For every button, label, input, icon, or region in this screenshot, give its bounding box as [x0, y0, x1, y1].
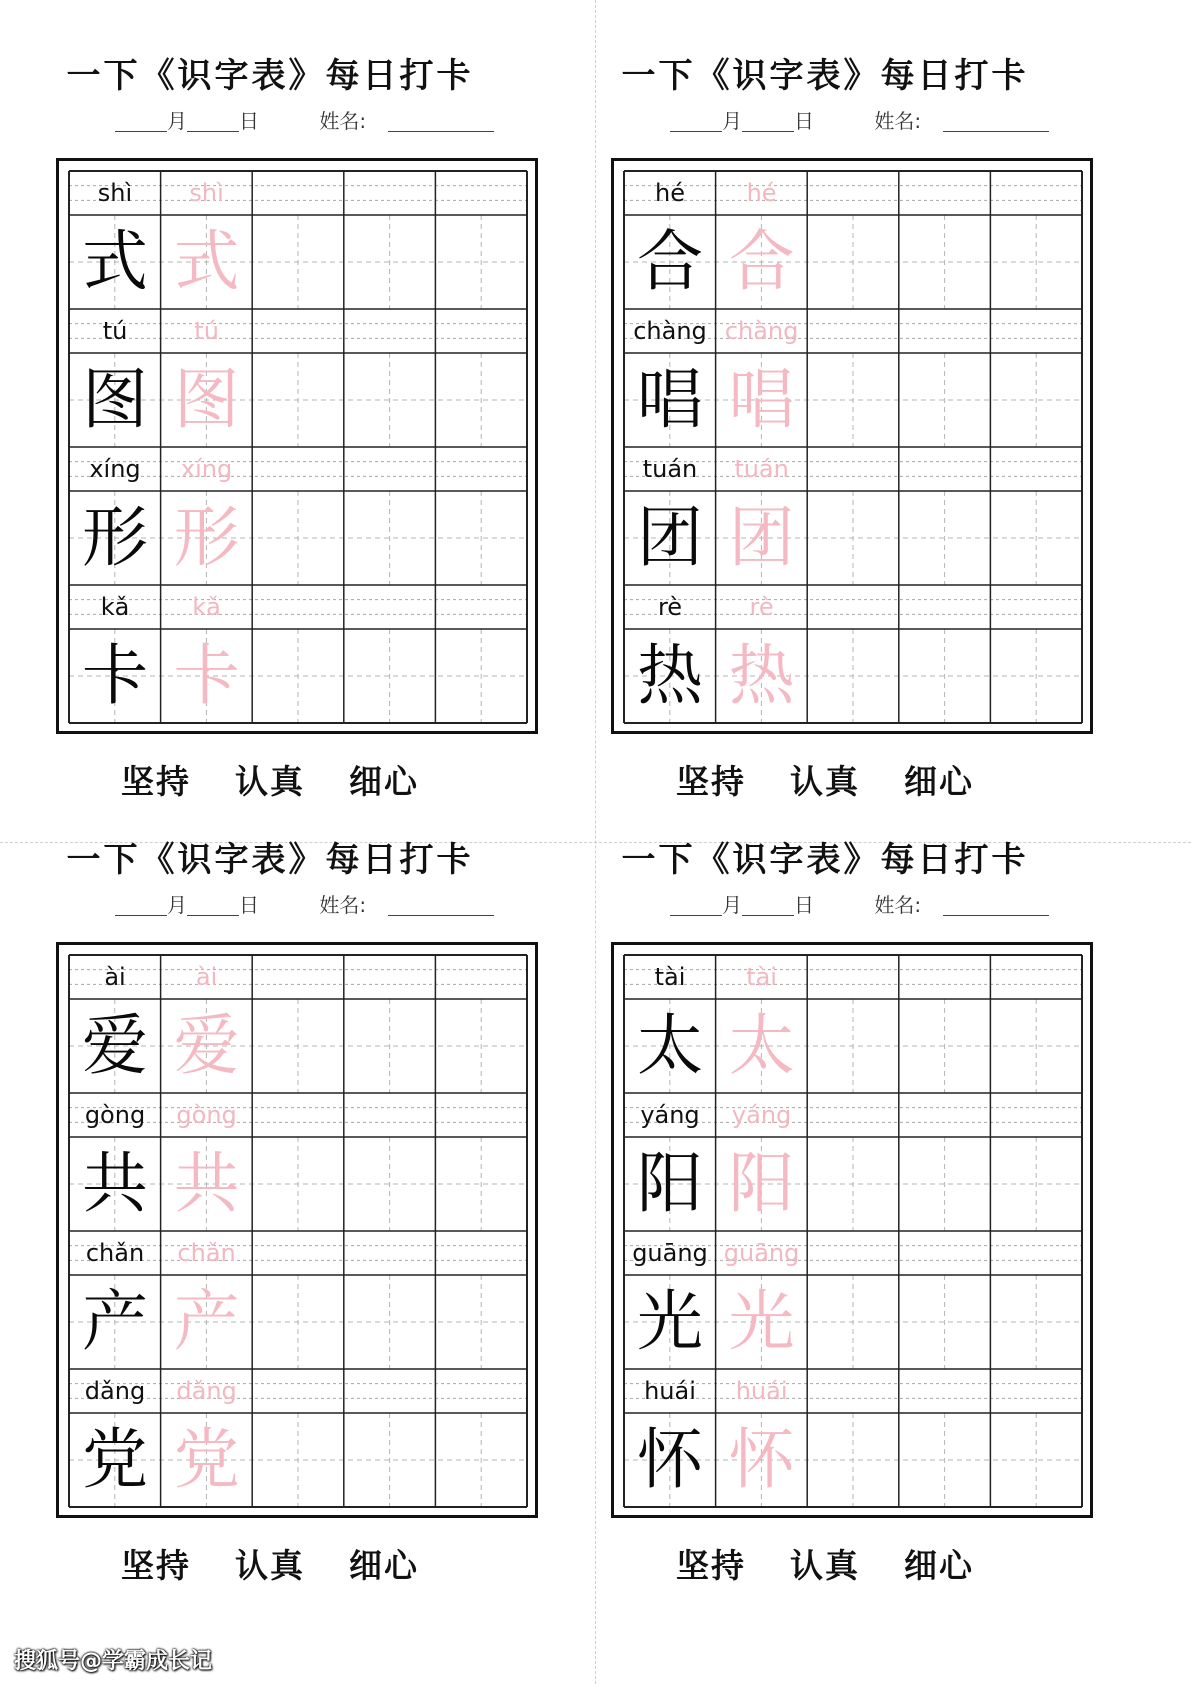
- day-blank[interactable]: [742, 109, 794, 132]
- date-name-line: [115, 892, 545, 922]
- name-label: 姓名:: [874, 109, 922, 133]
- pinyin-model: ài: [104, 963, 126, 991]
- character-model: 阳: [637, 1145, 703, 1222]
- character-model: 怀: [637, 1421, 703, 1498]
- pinyin-model: guāng: [632, 1239, 708, 1267]
- month-label: 月: [167, 109, 187, 133]
- pinyin-trace: ài: [195, 963, 218, 991]
- writing-grid-frame: [611, 158, 1093, 734]
- character-model: 团: [637, 499, 703, 576]
- character-model: 光: [637, 1283, 703, 1360]
- pinyin-trace: dǎng: [176, 1377, 237, 1405]
- pinyin-model: xíng: [89, 455, 141, 483]
- writing-grid: [69, 171, 527, 723]
- character-trace: 团: [728, 499, 795, 576]
- month-blank[interactable]: [670, 109, 722, 132]
- pinyin-trace: tài: [746, 963, 777, 991]
- character-model: 图: [82, 361, 148, 438]
- date-name-line: [670, 892, 1100, 922]
- motto-line: [555, 1540, 1095, 1587]
- character-model: 形: [82, 499, 148, 576]
- date-name-line: [115, 108, 545, 138]
- practice-card: [0, 0, 595, 842]
- character-trace: 共: [173, 1145, 240, 1222]
- character-trace: 爱: [173, 1007, 240, 1084]
- motto-persist: 坚持: [676, 762, 746, 801]
- pinyin-model: hé: [655, 179, 685, 207]
- practice-card: [555, 0, 1150, 842]
- motto-careful: 认真: [235, 762, 305, 801]
- character-trace: 合: [728, 223, 795, 300]
- watermark: 搜狐号@学霸成长记: [14, 1649, 213, 1674]
- character-trace: 式: [173, 223, 240, 300]
- pinyin-trace: xíng: [180, 455, 233, 483]
- name-label: 姓名:: [319, 893, 367, 917]
- day-label: 日: [239, 109, 259, 133]
- motto-persist: 坚持: [121, 762, 191, 801]
- motto-attentive: 细心: [349, 762, 419, 801]
- pinyin-model: chǎn: [85, 1239, 145, 1267]
- practice-card: [555, 784, 1150, 1626]
- pinyin-model: yáng: [640, 1101, 700, 1129]
- character-model: 卡: [82, 637, 148, 714]
- writing-grid: [69, 955, 527, 1507]
- pinyin-trace: guāng: [723, 1239, 800, 1267]
- pinyin-trace: rè: [749, 593, 774, 621]
- character-trace: 热: [728, 637, 795, 714]
- day-blank[interactable]: [187, 109, 239, 132]
- motto-careful: 认真: [235, 1546, 305, 1585]
- card-title: 一下《识字表》每日打卡: [66, 840, 474, 880]
- character-trace: 产: [173, 1283, 240, 1360]
- pinyin-model: huái: [644, 1377, 696, 1405]
- character-model: 产: [82, 1283, 148, 1360]
- motto-attentive: 细心: [904, 762, 974, 801]
- name-blank[interactable]: [388, 109, 494, 132]
- month-label: 月: [722, 109, 742, 133]
- practice-card: [0, 784, 595, 1626]
- character-model: 热: [637, 637, 703, 714]
- pinyin-trace: chàng: [724, 317, 799, 345]
- day-label: 日: [239, 893, 259, 917]
- pinyin-model: kǎ: [100, 593, 130, 621]
- day-blank[interactable]: [187, 893, 239, 916]
- pinyin-trace: yáng: [731, 1101, 792, 1129]
- motto-careful: 认真: [790, 1546, 860, 1585]
- pinyin-model: chàng: [633, 317, 707, 345]
- pinyin-model: gòng: [84, 1101, 146, 1129]
- character-trace: 图: [173, 361, 240, 438]
- character-model: 唱: [637, 361, 703, 438]
- pinyin-model: tài: [654, 963, 686, 991]
- character-model: 合: [637, 223, 703, 300]
- pinyin-trace: chǎn: [177, 1239, 236, 1267]
- character-trace: 党: [173, 1421, 240, 1498]
- character-trace: 光: [728, 1283, 795, 1360]
- character-model: 党: [82, 1421, 148, 1498]
- character-trace: 太: [728, 1007, 795, 1084]
- writing-grid-frame: [611, 942, 1093, 1518]
- motto-careful: 认真: [790, 762, 860, 801]
- motto-persist: 坚持: [676, 1546, 746, 1585]
- day-label: 日: [794, 893, 814, 917]
- character-trace: 怀: [728, 1421, 795, 1498]
- name-blank[interactable]: [388, 893, 494, 916]
- pinyin-model: shì: [97, 179, 133, 207]
- month-blank[interactable]: [115, 893, 167, 916]
- name-label: 姓名:: [319, 109, 367, 133]
- pinyin-model: rè: [657, 593, 683, 621]
- name-blank[interactable]: [943, 893, 1049, 916]
- day-blank[interactable]: [742, 893, 794, 916]
- character-trace: 形: [173, 499, 240, 576]
- month-blank[interactable]: [115, 109, 167, 132]
- month-label: 月: [167, 893, 187, 917]
- pinyin-trace: shì: [189, 179, 224, 207]
- motto-persist: 坚持: [121, 1546, 191, 1585]
- character-trace: 唱: [728, 361, 795, 438]
- writing-grid: [624, 955, 1082, 1507]
- month-blank[interactable]: [670, 893, 722, 916]
- card-title: 一下《识字表》每日打卡: [66, 56, 474, 96]
- motto-attentive: 细心: [349, 1546, 419, 1585]
- writing-grid: [624, 171, 1082, 723]
- day-label: 日: [794, 109, 814, 133]
- pinyin-trace: huái: [735, 1377, 788, 1405]
- motto-attentive: 细心: [904, 1546, 974, 1585]
- name-label: 姓名:: [874, 893, 922, 917]
- pinyin-model: tuán: [642, 455, 698, 483]
- pinyin-trace: gòng: [176, 1101, 237, 1129]
- character-model: 太: [637, 1007, 703, 1084]
- pinyin-trace: tuán: [734, 455, 789, 483]
- writing-grid-frame: [56, 942, 538, 1518]
- pinyin-model: tú: [102, 317, 128, 345]
- character-model: 共: [82, 1145, 148, 1222]
- date-name-line: [670, 108, 1100, 138]
- character-model: 式: [82, 223, 148, 300]
- month-label: 月: [722, 893, 742, 917]
- name-blank[interactable]: [943, 109, 1049, 132]
- motto-line: [0, 1540, 540, 1587]
- pinyin-trace: tú: [194, 317, 219, 345]
- writing-grid-frame: [56, 158, 538, 734]
- character-trace: 阳: [728, 1145, 795, 1222]
- character-trace: 卡: [173, 637, 240, 714]
- pinyin-trace: kǎ: [192, 593, 221, 621]
- card-title: 一下《识字表》每日打卡: [621, 840, 1029, 880]
- pinyin-trace: hé: [746, 179, 777, 207]
- pinyin-model: dǎng: [84, 1377, 146, 1405]
- character-model: 爱: [82, 1007, 148, 1084]
- card-title: 一下《识字表》每日打卡: [621, 56, 1029, 96]
